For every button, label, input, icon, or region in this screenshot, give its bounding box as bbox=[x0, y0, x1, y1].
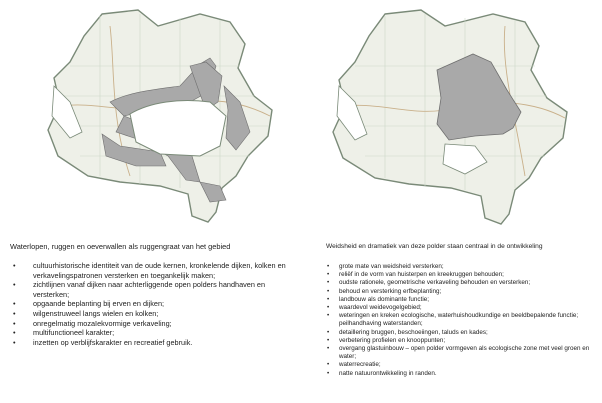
list-item: • zichtlijnen vanaf dijken naar achterliggende open polders handhaven en versterken; bbox=[10, 280, 295, 299]
map-waterways-ridges bbox=[40, 6, 280, 228]
list-item: • verbetering profielen en knooppunten; bbox=[326, 337, 596, 345]
list-item: • natte natuurontwikkeling in randen. bbox=[326, 370, 596, 378]
list-item: • waardevol weidevogelgebied; bbox=[326, 304, 596, 312]
list-item: • landbouw als dominante functie; bbox=[326, 296, 596, 304]
list-item: • grote mate van weidsheid versterken; bbox=[326, 263, 596, 271]
list-item: • oudste rationele, geometrische verkaveling behouden en versterken; bbox=[326, 279, 596, 287]
list-item: • weteringen en kreken ecologische, waterhuishoudkundige en beeldbepalende functie; peilhandhaving waterstanden; bbox=[326, 312, 596, 328]
list-item: • onregelmatig mozaïekvormige verkaveling; bbox=[10, 319, 295, 329]
list-item: • behoud en versterking erfbeplanting; bbox=[326, 288, 596, 296]
map-open-polder bbox=[325, 6, 575, 228]
right-bullet-list bbox=[326, 263, 596, 378]
list-item: • inzetten op verblijfskarakter en recreatief gebruik. bbox=[10, 338, 295, 348]
left-text-column bbox=[10, 242, 295, 347]
list-item: • multifunctioneel karakter; bbox=[10, 328, 295, 338]
right-text-column bbox=[326, 242, 596, 378]
right-heading: Weidsheid en dramatiek van deze polder staan centraal in de ontwikkeling bbox=[326, 243, 543, 250]
list-item: • waterrecreatie; bbox=[326, 361, 596, 369]
list-item: • cultuurhistorische identiteit van de oude kernen, kronkelende dijken, kolken en verkavelingspatronen versterken en toegankelijk maken; bbox=[10, 261, 295, 280]
list-item: • overgang glastuinbouw – open polder vormgeven als ecologische zone met veel groen en water; bbox=[326, 345, 596, 361]
list-item: • detaillering bruggen, beschoeiingen, taluds en kades; bbox=[326, 329, 596, 337]
left-bullet-list bbox=[10, 261, 295, 347]
list-item: • reliëf in de vorm van huisterpen en kreekruggen behouden; bbox=[326, 271, 596, 279]
list-item: • opgaande beplanting bij erven en dijken; bbox=[10, 299, 295, 309]
left-heading: Waterlopen, ruggen en oeverwallen als ruggengraat van het gebied bbox=[10, 242, 231, 251]
list-item: • wilgenstruweel langs wielen en kolken; bbox=[10, 309, 295, 319]
